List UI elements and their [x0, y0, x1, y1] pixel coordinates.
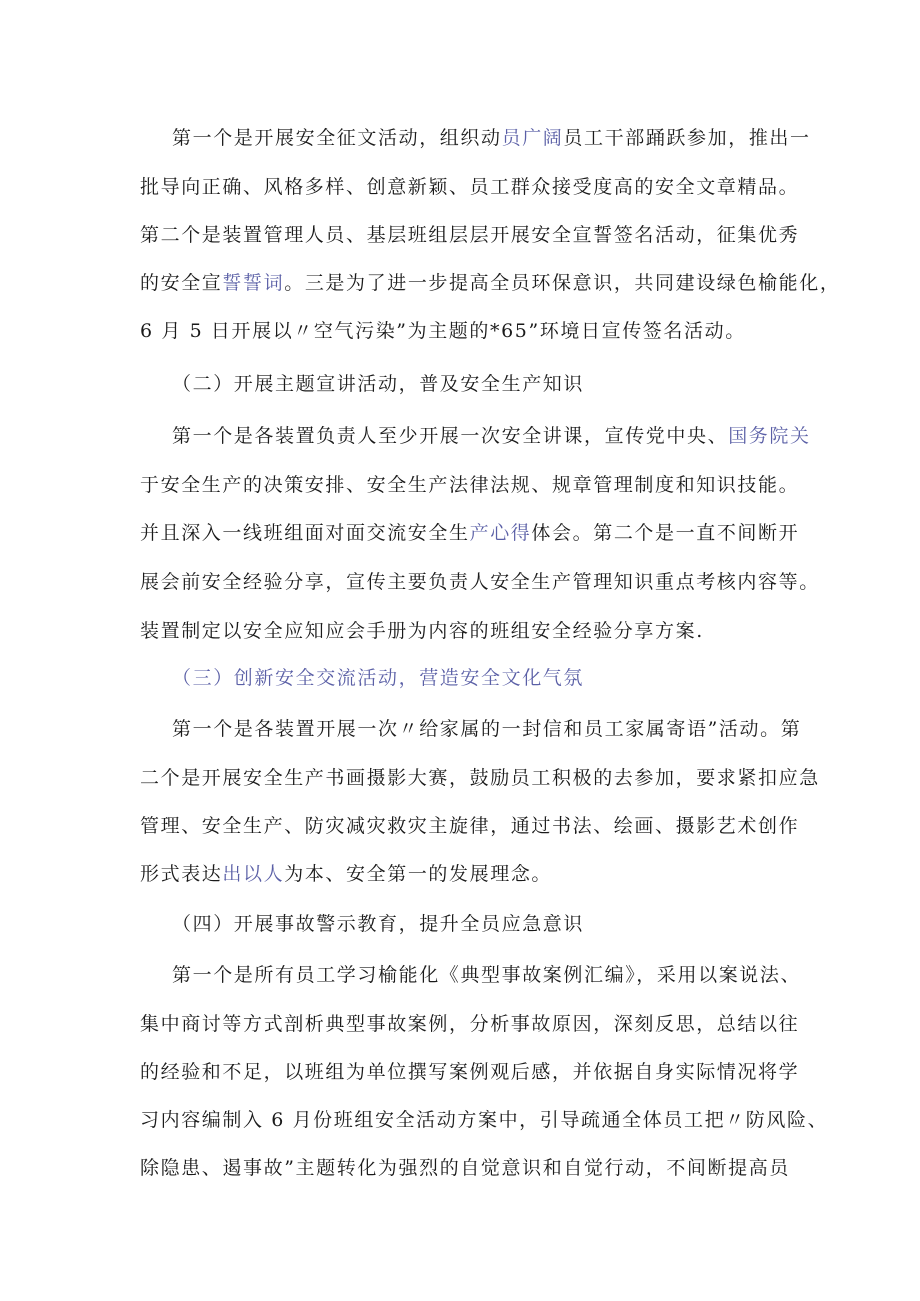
- text-segment: 除隐患、遏事故”主题转化为强烈的自觉意识和自觉行动，不间断提高员: [140, 1157, 790, 1179]
- text-segment: 展会前安全经验分享，宣传主要负责人安全生产管理知识重点考核内容等。: [140, 571, 820, 593]
- highlighted-text: 产心得: [469, 522, 532, 544]
- section-heading: [172, 911, 584, 937]
- text-segment: 习内容编制入 6 月份班组安全活动方案中，引导疏通全体员工把〃防风险、: [140, 1109, 829, 1131]
- section-heading: [172, 371, 584, 397]
- text-segment: 第一个是所有员工学习榆能化《典型事故案例汇编》，采用以案说法、: [172, 964, 802, 986]
- text-segment: 集中商讨等方式剖析典型事故案例，分析事故原因，深刻反思，总结以往: [140, 1013, 800, 1035]
- text-segment: 管理、安全生产、防灾减灾救灾主旋律，通过书法、绘画、摄影艺术创作: [140, 815, 800, 837]
- highlighted-text: 国务院关: [728, 425, 811, 447]
- text-line: [172, 125, 811, 151]
- text-segment: 第一个是各装置负责人至少开展一次安全讲课，宣传党中央、: [172, 425, 729, 447]
- text-line: [140, 318, 746, 344]
- text-line: [140, 1107, 828, 1133]
- text-segment: （四）开展事故警示教育，提升全员应急意识: [172, 913, 585, 935]
- text-segment: 装置制定以安全应知应会手册为内容的班组安全经验分享方案.: [140, 620, 704, 642]
- text-line: [140, 813, 799, 839]
- text-line: [140, 174, 799, 200]
- text-line: [140, 472, 799, 498]
- text-line: [172, 962, 801, 988]
- text-segment: 批导向正确、风格多样、创意新颖、员工群众接受度高的安全文章精品。: [140, 176, 800, 198]
- text-line: [140, 569, 820, 595]
- text-segment: 于安全生产的决策安排、安全生产法律法规、规章管理制度和知识技能。: [140, 474, 800, 496]
- text-segment: 6 月 5 日开展以〃空气污染”为主题的*65”环境日宣传签名活动。: [140, 320, 746, 342]
- text-segment: 员工干部踊跃参加，推出一: [563, 127, 811, 149]
- text-line: [140, 270, 840, 296]
- text-line: [140, 222, 799, 248]
- text-segment: 体会。第二个是一直不间断开: [531, 522, 800, 544]
- text-segment: 第二个是装置管理人员、基层班组层层开展安全宣誓签名活动，征集优秀: [140, 224, 800, 246]
- text-line: [172, 423, 811, 449]
- text-segment: 。三是为了进一步提高全员环保意识，共同建设绿色榆能化，: [284, 272, 841, 294]
- text-line: [140, 1011, 799, 1037]
- text-segment: 并且深入一线班组面对面交流安全生: [140, 522, 470, 544]
- highlighted-text: 员广阔: [501, 127, 564, 149]
- text-segment: 二个是开展安全生产书画摄影大赛，鼓励员工积极的去参加，要求紧扣应急: [140, 767, 820, 789]
- text-line: [140, 520, 799, 546]
- highlighted-text: （三）创新安全交流活动，营造安全文化气氛: [172, 667, 585, 689]
- text-line: [140, 765, 820, 791]
- text-line: [140, 618, 704, 644]
- text-segment: 第一个是开展安全征文活动，组织动: [172, 127, 502, 149]
- text-line: [140, 1059, 799, 1085]
- text-line: [172, 716, 801, 742]
- text-line: [140, 1155, 790, 1181]
- text-segment: 的安全宣: [140, 272, 223, 294]
- section-heading: [172, 665, 584, 691]
- text-segment: 为本、安全第一的发展理念。: [284, 863, 553, 885]
- text-segment: （二）开展主题宣讲活动，普及安全生产知识: [172, 373, 585, 395]
- text-segment: 形式表达: [140, 863, 223, 885]
- highlighted-text: 出以人: [222, 863, 285, 885]
- text-segment: 的经验和不足，以班组为单位撰写案例观后感，并依据自身实际情况将学: [140, 1061, 800, 1083]
- text-line: [140, 861, 552, 887]
- highlighted-text: 誓誓词: [222, 272, 285, 294]
- text-segment: 第一个是各装置开展一次〃给家属的一封信和员工家属寄语”活动。第: [172, 718, 802, 740]
